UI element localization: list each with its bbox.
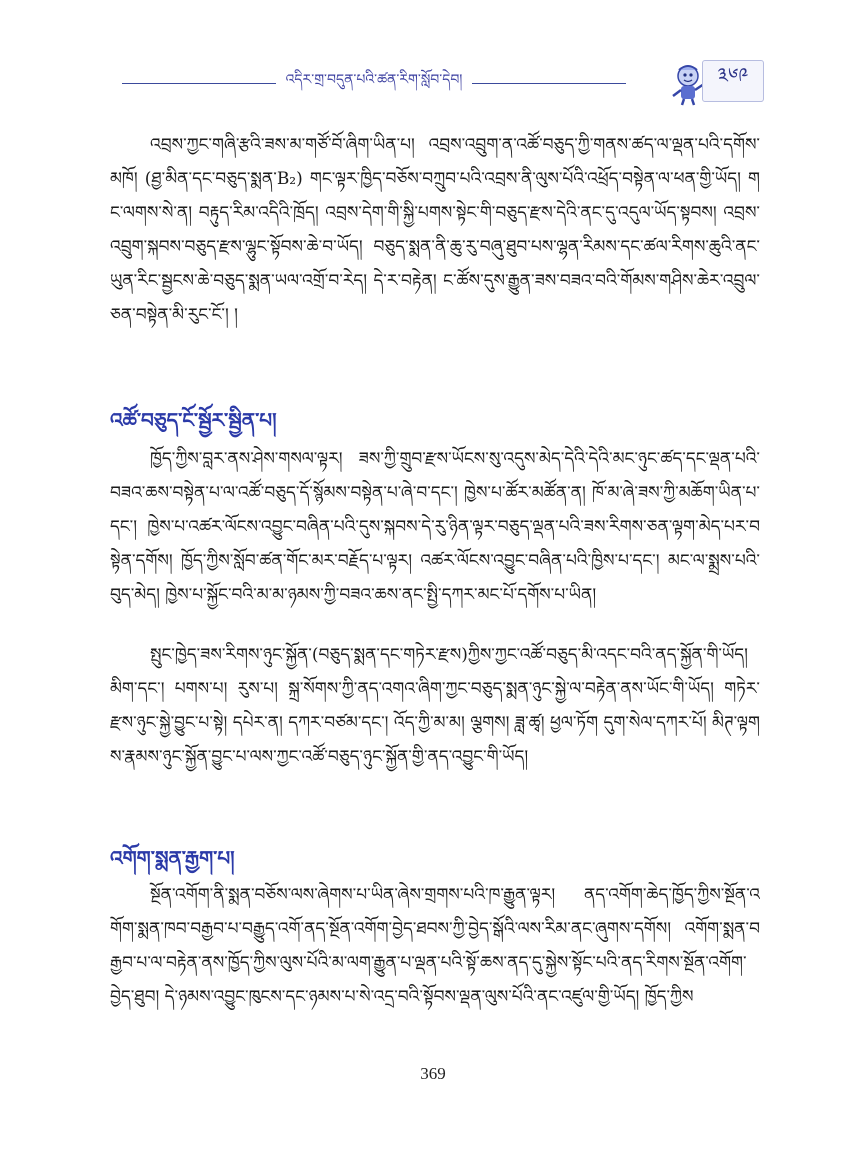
page-number: 369	[420, 1064, 446, 1083]
header-rule-left	[122, 83, 276, 84]
intro-paragraph: འབྲས་ཀྱང་གཞི་རྩའི་ཟས་མ་གཙོ་བོ་ཞིག་ཡིན་པ། འབྲས་འབྲུག་ན་འཚོ་བཅུད་ཀྱི་གནས་ཚད་ལ་ལྡན་པའི་དགོས་མཁོ། (ཐྱ་མིན་དང་བཅུད་སྨན་B₂) གང་ལྟར་ཁྱིད་བཅོས་བཀྲུབ་པའི་འབྲས་ནི་ལུས་པོའི་འཕྲོད་བསྟེན་ལ་ཕན་གྱི་ཡོད། གང་ལགས་སེ་ན། བརྟུད་རིམ་འདིའི་ཁྲོད། འབྲས་དེག་གི་སྐྱི་པགས་སྟེང་གི་བཅུད་རྫས་དེའི་ནང་དུ་འདུལ་ཡོད་སྟབས། འབྲས་འབྲུག་སྐབས་བཅུད་རྫས་ལྷུང་སྟོབས་ཆེ་བ་ཡོད། བཅུད་སྨན་ནི་ཆུ་རུ་བཞུ་ཐུབ་པས་ལྷན་རིམས་དང་ཚལ་རིགས་ཆུའི་ནང་ཡུན་རིང་སྦྱངས་ཆེ་བཅུད་སྨན་ཡལ་འགྲོ་བ་རེད། དེ་ར་བརྟེན། ང་ཚོས་དུས་རྒྱུན་ཟས་བཟའ་བའི་གོམས་གཤིས་ཆེར་འབྲུལ་ཅན་བསྟེན་མི་རུང་ངོ་། །	[110, 135, 760, 325]
nutrition-paragraph-2: སྤུང་ཁྱེད་ཟས་རིགས་ཉུང་སྐྱོན་(བཅུད་སྨན་དང་གཏེར་རྫས)ཀྱིས་ཀྱང་འཚོ་བཅུད་མི་འདང་བའི་ནད་སྐྱོན་གི་ཡོད། མིག་དང་། པགས་པ། རུས་པ། སྐྲ་སོགས་ཀྱི་ནད་འགའ་ཞིག་ཀྱང་བཅུད་སྨན་ཉུང་སྐྱེ་ལ་བརྟེན་ནས་ཡོང་གི་ཡོད། གཏེར་རྫས་ཉུང་སྐྱེ་བྱུང་པ་སྟེ། དཔེར་ན། དཀར་བཙམ་དང་། འོད་ཀྱི་མ་མ། ལྕགས། ཟླ་ཚྭ། ཕྱལ་ཏོག དུག་སེལ་དཀར་པོ། མིཊ་ལྟགས་རྣམས་ཉུང་སྐྱོན་བྱུང་པ་ལས་ཀྱང་འཚོ་བཅུད་ཉུང་སྐྱོན་གྱི་ནད་འབྱུང་གི་ཡོད།	[110, 645, 760, 767]
vaccination-paragraph: སྔོན་འགོག་ནི་སྨན་བཅོས་ལས་ཞེགས་པ་ཡིན་ཞེས་གྲགས་པའི་ཁ་རྒྱུན་ལྟར། ནད་འགོག་ཆེད་ཁྱོད་ཀྱིས་སྔོན་འགོག་སྨན་ཁབ་བརྒྱབ་པ་བརྒྱུད་འགོ་ནད་སྔོན་འགོག་བྱེད་ཐབས་ཀྱི་བྱེད་སྒོའི་ལས་རིམ་ནང་ཞུགས་དགོས། འགོག་སྨན་བརྒྱབ་པ་ལ་བརྟེན་ནས་ཁྱོད་ཀྱིས་ལུས་པོའི་མ་ལག་རྒྱུན་པ་ལྡན་པའི་སྟོ་ཆས་ནད་དུ་སྐྱེས་སྟོང་པའི་ནད་རིགས་སྔོན་འགོག་བྱེད་ཐུབ། དེ་ཉམས་འབྱུང་ཁུངས་དང་ཉམས་པ་སེ་འདྲ་བའི་སྟོབས་ལྡན་ལུས་པོའི་ནང་འཛུལ་གྱི་ཡོད། ཁྱོད་ཀྱིས	[110, 885, 760, 1007]
running-header	[122, 68, 626, 98]
tibetan-page-number: ༣༦༩	[702, 60, 764, 102]
header-rule-right	[472, 83, 626, 84]
section-heading-vaccination: འགོག་སྨན་རྒྱག་པ།	[110, 846, 235, 870]
nutrition-paragraph-1: ཁྱོད་ཀྱིས་བླར་ནས་ཤེས་གསལ་ལྟར། ཟས་ཀྱི་གྲུབ་རྫས་ཡོངས་སུ་འདུས་མེད་དེའི་དེའི་མང་ཉུང་ཚད་དང་ལྡན་པའི་བཟའ་ཆས་བསྟེན་པ་ལ་འཚོ་བཅུད་དོ་སྙོམས་བསྟེན་པ་ཞེ་བ་དང་། ཁྱེས་པ་ཚོར་མཚོན་ན། ཁོ་མ་ཞེ་ཟས་ཀྱི་མཆོག་ཡིན་པ་དང་། ཁྱེས་པ་འཚར་ལོངས་འབྱུང་བཞིན་པའི་དུས་སྐབས་དེ་རུ་ཉིན་ལྟར་བཅུད་ལྡན་པའི་ཟས་རིགས་ཅན་ལྟག་མེད་པར་བསྟེན་དགོས། ཁྱོད་ཀྱིས་སློབ་ཚན་གོང་མར་བརྗོད་པ་ལྟར། འཚར་ལོངས་འབྱུང་བཞིན་པའི་ཁྱིས་པ་དང་། མང་ལ་སྨྲས་པའི་བུད་མེད། ཁྱེས་པ་སྐྱོང་བའི་མ་མ་ཉམས་ཀྱི་བཟའ་ཆས་ནང་སྤྱི་དཀར་མང་པོ་དགོས་པ་ཡིན།	[110, 449, 760, 605]
section-heading-nutrition: འཚོ་བཅུད་ངོ་སྦྱོར་སྦྱིན་པ།	[110, 408, 277, 432]
running-title: འདིར་གྲ་བདུན་པའི་ཚན་རིག་སློབ་དེབ།	[285, 72, 463, 88]
